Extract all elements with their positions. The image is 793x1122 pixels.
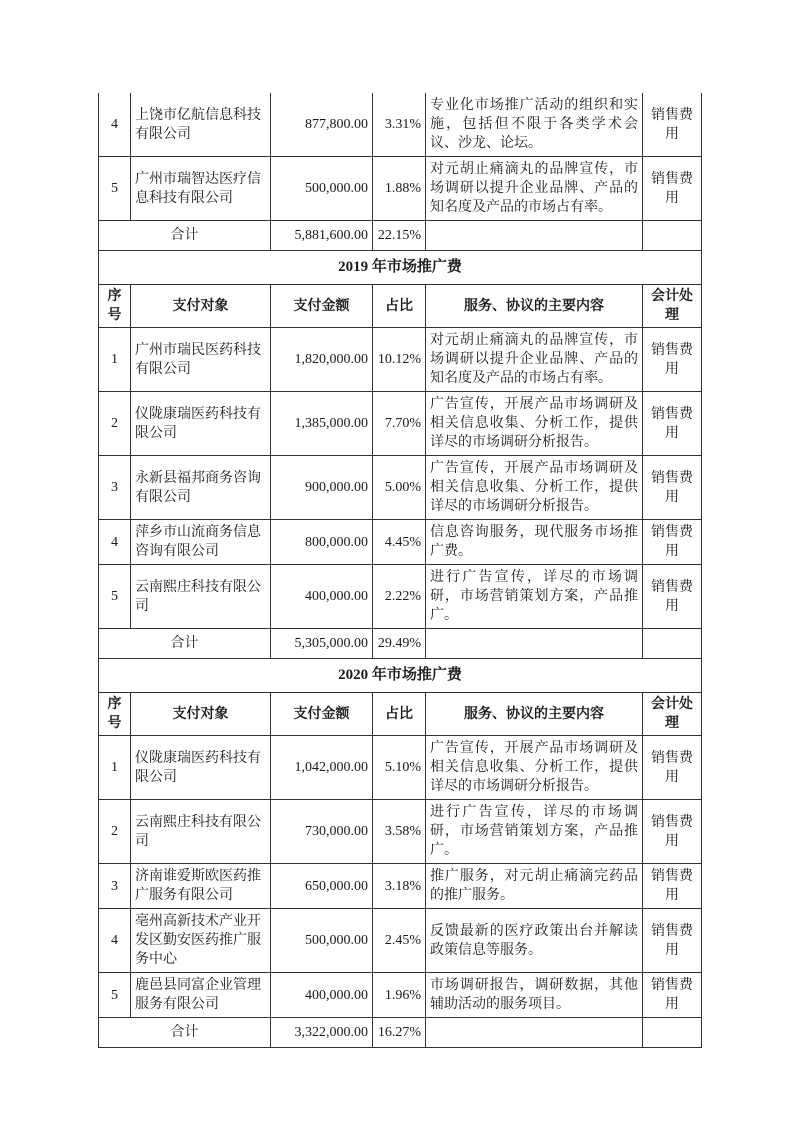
total-pct-cell: 22.15% bbox=[373, 221, 426, 251]
amount-cell: 900,000.00 bbox=[271, 456, 373, 520]
service-content-cell: 信息咨询服务，现代服务市场推广费。 bbox=[426, 520, 643, 565]
table-row bbox=[99, 456, 702, 520]
service-content-cell: 对元胡止痛滴丸的品牌宣传，市场调研以提升企业品牌、产品的知名度及产品的市场占有率。 bbox=[426, 328, 643, 392]
pct-cell: 3.58% bbox=[373, 800, 426, 864]
total-amount-cell: 5,305,000.00 bbox=[271, 629, 373, 659]
payee-cell: 仪陇康瑞医药科技有限公司 bbox=[131, 392, 271, 456]
column-header-pct: 占比 bbox=[373, 693, 426, 736]
accounting-cell: 销售费用 bbox=[643, 736, 702, 800]
amount-cell: 1,820,000.00 bbox=[271, 328, 373, 392]
payee-cell: 广州市瑞民医药科技有限公司 bbox=[131, 328, 271, 392]
service-content-cell: 广告宣传，开展产品市场调研及相关信息收集、分析工作，提供详尽的市场调研分析报告。 bbox=[426, 392, 643, 456]
service-content-cell: 进行广告宣传，详尽的市场调研，市场营销策划方案，产品推广。 bbox=[426, 800, 643, 864]
total-label-cell: 合计 bbox=[99, 221, 271, 251]
pct-cell: 1.96% bbox=[373, 973, 426, 1018]
table-row bbox=[99, 520, 702, 565]
section-title-2019: 2019 年市场推广费 bbox=[99, 251, 702, 285]
header-row bbox=[99, 285, 702, 328]
seq-cell: 4 bbox=[99, 909, 131, 973]
column-header-content: 服务、协议的主要内容 bbox=[426, 285, 643, 328]
column-header-pct: 占比 bbox=[373, 285, 426, 328]
seq-cell: 2 bbox=[99, 800, 131, 864]
accounting-cell: 销售费用 bbox=[643, 800, 702, 864]
amount-cell: 1,042,000.00 bbox=[271, 736, 373, 800]
total-row bbox=[99, 221, 702, 251]
accounting-cell: 销售费用 bbox=[643, 520, 702, 565]
accounting-cell: 销售费用 bbox=[643, 565, 702, 629]
payee-cell: 广州市瑞智达医疗信息科技有限公司 bbox=[131, 157, 271, 221]
service-content-cell bbox=[426, 221, 643, 251]
market-promotion-fee-table bbox=[98, 93, 702, 1048]
section-title-row bbox=[99, 659, 702, 693]
pct-cell: 10.12% bbox=[373, 328, 426, 392]
service-content-cell bbox=[426, 629, 643, 659]
service-content-cell: 推广服务，对元胡止痛滴完药品的推广服务。 bbox=[426, 864, 643, 909]
payee-cell: 鹿邑县同富企业管理服务有限公司 bbox=[131, 973, 271, 1018]
payee-cell: 仪陇康瑞医药科技有限公司 bbox=[131, 736, 271, 800]
seq-cell: 5 bbox=[99, 565, 131, 629]
seq-cell: 5 bbox=[99, 157, 131, 221]
table-row bbox=[99, 93, 702, 157]
column-header-amount: 支付金额 bbox=[271, 285, 373, 328]
service-content-cell: 专业化市场推广活动的组织和实施，包括但不限于各类学术会议、沙龙、论坛。 bbox=[426, 93, 643, 157]
pct-cell: 7.70% bbox=[373, 392, 426, 456]
seq-cell: 3 bbox=[99, 864, 131, 909]
accounting-cell: 销售费用 bbox=[643, 909, 702, 973]
service-content-cell: 市场调研报告，调研数据，其他辅助活动的服务项目。 bbox=[426, 973, 643, 1018]
column-header-accounting: 会计处理 bbox=[643, 693, 702, 736]
amount-cell: 1,385,000.00 bbox=[271, 392, 373, 456]
pct-cell: 3.18% bbox=[373, 864, 426, 909]
accounting-cell: 销售费用 bbox=[643, 157, 702, 221]
pct-cell: 4.45% bbox=[373, 520, 426, 565]
table-row bbox=[99, 973, 702, 1018]
pct-cell: 3.31% bbox=[373, 93, 426, 157]
amount-cell: 800,000.00 bbox=[271, 520, 373, 565]
accounting-cell: 销售费用 bbox=[643, 456, 702, 520]
accounting-cell bbox=[643, 221, 702, 251]
service-content-cell bbox=[426, 1018, 643, 1048]
seq-cell: 1 bbox=[99, 328, 131, 392]
service-content-cell: 广告宣传，开展产品市场调研及相关信息收集、分析工作，提供详尽的市场调研分析报告。 bbox=[426, 736, 643, 800]
table-row bbox=[99, 328, 702, 392]
accounting-cell: 销售费用 bbox=[643, 392, 702, 456]
column-header-accounting: 会计处理 bbox=[643, 285, 702, 328]
pct-cell: 2.45% bbox=[373, 909, 426, 973]
total-amount-cell: 3,322,000.00 bbox=[271, 1018, 373, 1048]
seq-cell: 3 bbox=[99, 456, 131, 520]
amount-cell: 400,000.00 bbox=[271, 973, 373, 1018]
total-label-cell: 合计 bbox=[99, 629, 271, 659]
seq-cell: 5 bbox=[99, 973, 131, 1018]
table-row bbox=[99, 392, 702, 456]
payee-cell: 云南熙庄科技有限公司 bbox=[131, 565, 271, 629]
section-title-2020: 2020 年市场推广费 bbox=[99, 659, 702, 693]
amount-cell: 730,000.00 bbox=[271, 800, 373, 864]
table-row bbox=[99, 157, 702, 221]
accounting-cell: 销售费用 bbox=[643, 93, 702, 157]
pct-cell: 1.88% bbox=[373, 157, 426, 221]
total-pct-cell: 29.49% bbox=[373, 629, 426, 659]
total-label-cell: 合计 bbox=[99, 1018, 271, 1048]
seq-cell: 1 bbox=[99, 736, 131, 800]
pct-cell: 5.10% bbox=[373, 736, 426, 800]
column-header-no: 序号 bbox=[99, 285, 131, 328]
table-row bbox=[99, 565, 702, 629]
seq-cell: 4 bbox=[99, 93, 131, 157]
pct-cell: 2.22% bbox=[373, 565, 426, 629]
accounting-cell: 销售费用 bbox=[643, 973, 702, 1018]
pct-cell: 5.00% bbox=[373, 456, 426, 520]
table-row bbox=[99, 864, 702, 909]
accounting-cell bbox=[643, 629, 702, 659]
column-header-payee: 支付对象 bbox=[131, 693, 271, 736]
amount-cell: 650,000.00 bbox=[271, 864, 373, 909]
amount-cell: 500,000.00 bbox=[271, 909, 373, 973]
accounting-cell bbox=[643, 1018, 702, 1048]
table-row bbox=[99, 909, 702, 973]
seq-cell: 2 bbox=[99, 392, 131, 456]
total-row bbox=[99, 1018, 702, 1048]
column-header-payee: 支付对象 bbox=[131, 285, 271, 328]
service-content-cell: 进行广告宣传，详尽的市场调研，市场营销策划方案，产品推广。 bbox=[426, 565, 643, 629]
total-row bbox=[99, 629, 702, 659]
accounting-cell: 销售费用 bbox=[643, 328, 702, 392]
amount-cell: 877,800.00 bbox=[271, 93, 373, 157]
total-pct-cell: 16.27% bbox=[373, 1018, 426, 1048]
payee-cell: 萍乡市山流商务信息咨询有限公司 bbox=[131, 520, 271, 565]
seq-cell: 4 bbox=[99, 520, 131, 565]
service-content-cell: 广告宣传，开展产品市场调研及相关信息收集、分析工作，提供详尽的市场调研分析报告。 bbox=[426, 456, 643, 520]
payee-cell: 上饶市亿航信息科技有限公司 bbox=[131, 93, 271, 157]
amount-cell: 500,000.00 bbox=[271, 157, 373, 221]
accounting-cell: 销售费用 bbox=[643, 864, 702, 909]
payee-cell: 永新县福邦商务咨询有限公司 bbox=[131, 456, 271, 520]
column-header-content: 服务、协议的主要内容 bbox=[426, 693, 643, 736]
service-content-cell: 反馈最新的医疗政策出台并解读政策信息等服务。 bbox=[426, 909, 643, 973]
table-row bbox=[99, 736, 702, 800]
payee-cell: 亳州高新技术产业开发区勤安医药推广服务中心 bbox=[131, 909, 271, 973]
column-header-no: 序号 bbox=[99, 693, 131, 736]
payee-cell: 云南熙庄科技有限公司 bbox=[131, 800, 271, 864]
amount-cell: 400,000.00 bbox=[271, 565, 373, 629]
table-row bbox=[99, 800, 702, 864]
service-content-cell: 对元胡止痛滴丸的品牌宣传，市场调研以提升企业品牌、产品的知名度及产品的市场占有率。 bbox=[426, 157, 643, 221]
section-title-row bbox=[99, 251, 702, 285]
header-row bbox=[99, 693, 702, 736]
column-header-amount: 支付金额 bbox=[271, 693, 373, 736]
payee-cell: 济南谁爱斯欧医药推广服务有限公司 bbox=[131, 864, 271, 909]
total-amount-cell: 5,881,600.00 bbox=[271, 221, 373, 251]
